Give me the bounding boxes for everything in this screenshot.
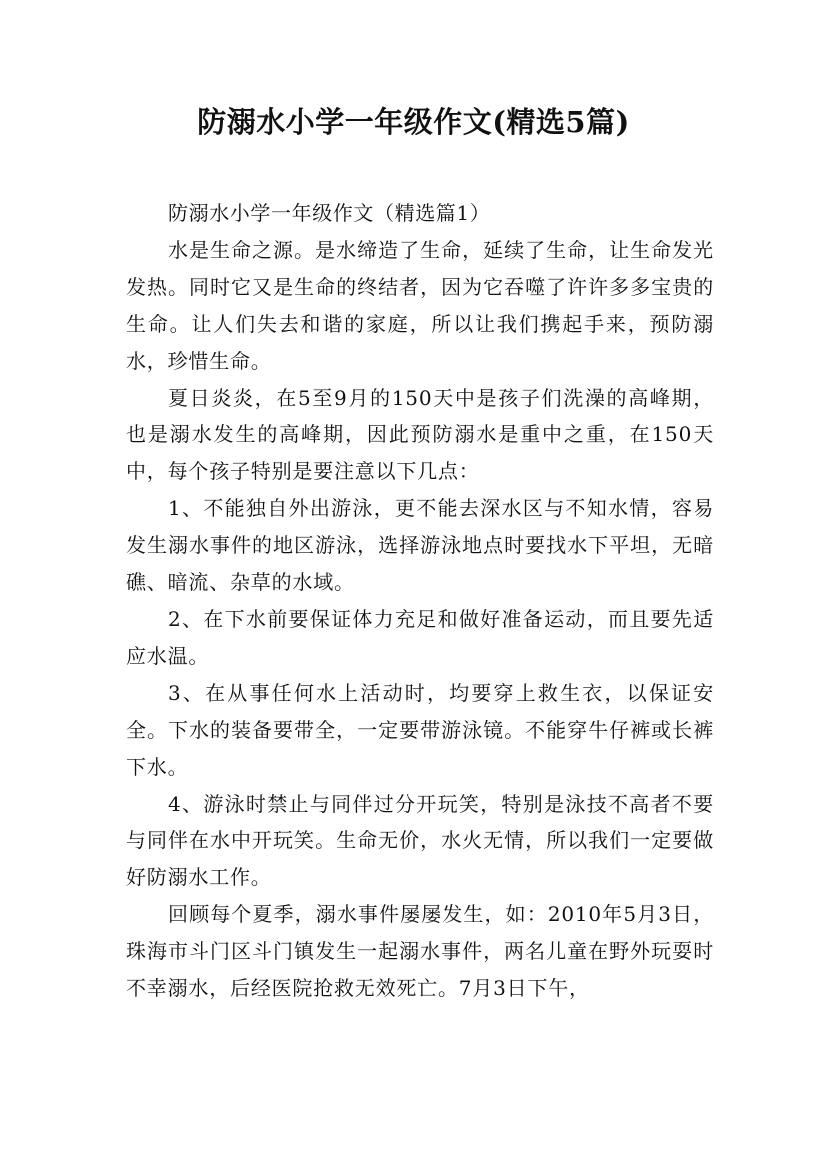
paragraph-review: 回顾每个夏季，溺水事件屡屡发生，如：2010年5月3日，珠海市斗门区斗门镇发生一起溺水事件，两名儿童在野外玩耍时不幸溺水，后经医院抢救无效死亡。7月3日下午， [126,902,714,1001]
paragraph-point-1: 1、不能独自外出游泳，更不能去深水区与不知水情，容易发生溺水事件的地区游泳，选择游泳地点时要找水下平坦，无暗礁、暗流、杂草的水域。 [126,496,714,595]
section-subheading: 防溺水小学一年级作文（精选篇1） [168,201,491,225]
paragraph-point-3: 3、在从事任何水上活动时，均要穿上救生衣，以保证安全。下水的装备要带全，一定要带游泳镜。不能穿牛仔裤或长裤下水。 [126,680,714,779]
paragraph-intro: 水是生命之源。是水缔造了生命，延续了生命，让生命发光发热。同时它又是生命的终结者，因为它吞噬了许许多多宝贵的生命。让人们失去和谐的家庭，所以让我们携起手来，预防溺水，珍惜生命。 [126,237,714,373]
document-title: 防溺水小学一年级作文(精选5篇) [197,105,630,139]
paragraph-summer-peak: 夏日炎炎，在5至9月的150天中是孩子们洗澡的高峰期，也是溺水发生的高峰期，因此预防溺水是重中之重，在150天中，每个孩子特别是要注意以下几点： [126,385,714,484]
document-body [126,195,714,1007]
paragraph-point-2: 2、在下水前要保证体力充足和做好准备运动，而且要先适应水温。 [126,606,714,668]
paragraph-point-4: 4、游泳时禁止与同伴过分开玩笑，特别是泳技不高者不要与同伴在水中开玩笑。生命无价，水火无情，所以我们一定要做好防溺水工作。 [126,791,714,890]
